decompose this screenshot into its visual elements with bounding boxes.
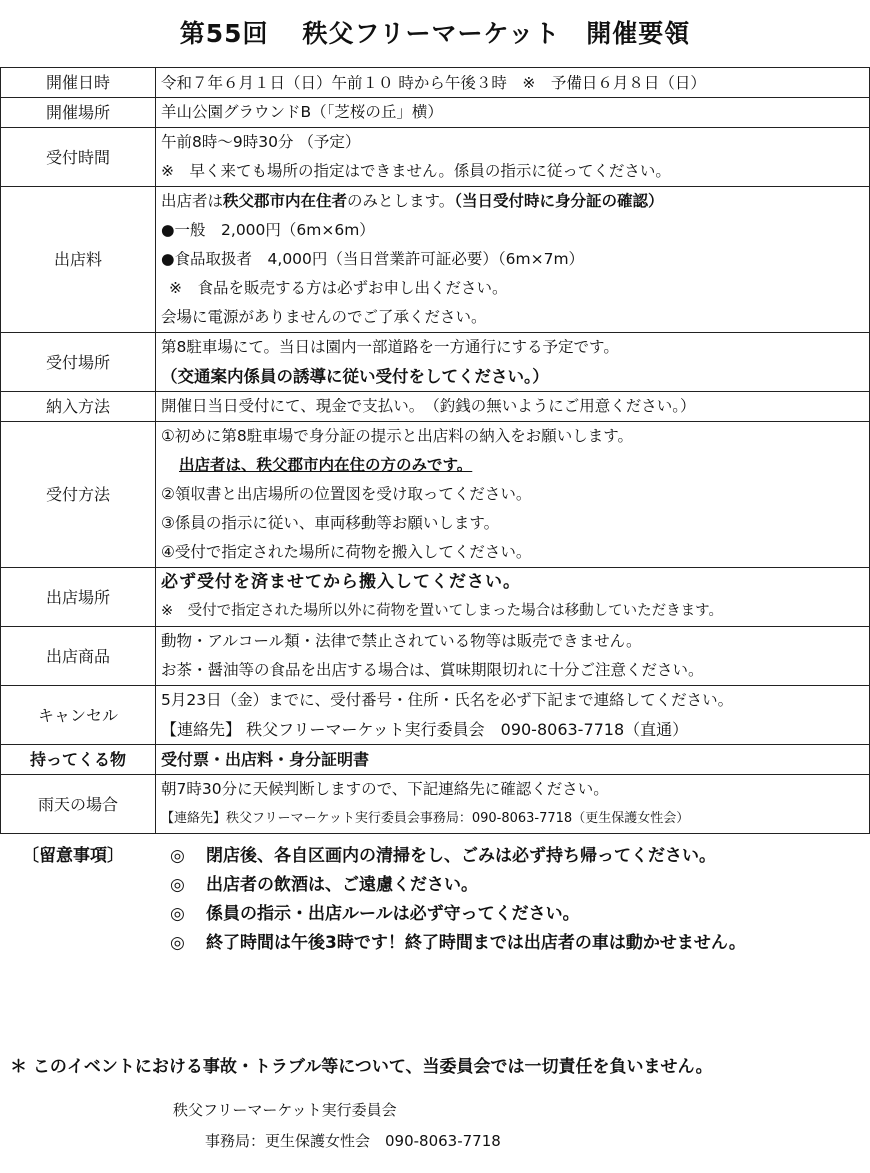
row-date [1, 68, 870, 98]
label-cancel: キャンセル [1, 686, 156, 745]
row-reception-place [1, 333, 870, 392]
label-rain: 雨天の場合 [1, 775, 156, 834]
label-date: 開催日時 [1, 68, 156, 98]
requirements-table [0, 67, 870, 834]
label-reception-method: 受付方法 [1, 422, 156, 568]
label-venue: 開催場所 [1, 98, 156, 128]
row-venue [1, 98, 870, 128]
row-cancel [1, 686, 870, 745]
bullet-icon: ◎ [170, 904, 185, 924]
label-payment: 納入方法 [1, 392, 156, 422]
value-payment: 開催日当日受付にて、現金で支払い。 （釣銭の無いようにご用意ください。） [156, 392, 870, 422]
row-reception-time [1, 128, 870, 187]
label-reception-place: 受付場所 [1, 333, 156, 392]
row-payment [1, 392, 870, 422]
value-date: 令和７年６月１日（日）午前１０ 時から午後３時 ※ 予備日６月８日（日） [156, 68, 870, 98]
row-goods [1, 627, 870, 686]
disclaimer: ＊ このイベントにおける事故・トラブル等について、当委員会では一切責任を負いません。 [10, 1057, 713, 1077]
value-shop-place: 必ず受付を済ませてから搬入してください。 ※ 受付で指定された場所以外に荷物を置いてしまった場合は移動していただきます。 [156, 568, 870, 627]
row-reception-method [1, 422, 870, 568]
value-bring: 受付票・出店料・身分証明書 [156, 745, 870, 775]
value-venue: 羊山公園グラウンドB（「芝桜の丘」横） [156, 98, 870, 128]
bullet-icon: ◎ [170, 846, 185, 866]
note-item: ◎ 終了時間は午後3時です！終了時間までは出店者の車は動かせません。 [22, 929, 746, 958]
row-bring [1, 745, 870, 775]
value-reception-time: 午前8時～9時30分 （予定） ※ 早く来ても場所の指定はできません。係員の指示に従ってください。 [156, 128, 870, 187]
title-event-name: 秩父フリーマーケット [302, 19, 561, 48]
label-shop-place: 出店場所 [1, 568, 156, 627]
footer-organization: 秩父フリーマーケット実行委員会 [173, 1101, 397, 1119]
value-fee: 出店者は秩父郡市内在住者のみとします。（当日受付時に身分証の確認） ●一般 2,000円（6m×6m） ●食品取扱者 4,000円（当日営業許可証必要）（6m×7m） ※ 食品を販売する方は必ずお申し出ください。 会場に電源がありませんのでご了承ください。 [156, 187, 870, 333]
label-reception-time: 受付時間 [1, 128, 156, 187]
bullet-icon: ◎ [170, 875, 185, 895]
label-bring: 持ってくる物 [1, 745, 156, 775]
value-goods: 動物・アルコール類・法律で禁止されている物等は販売できません。 お茶・醤油等の食品を出店する場合は、賞味期限切れに十分ご注意ください。 [156, 627, 870, 686]
row-rain [1, 775, 870, 834]
note-item: ◎ 係員の指示・出店ルールは必ず守ってください。 [22, 900, 746, 929]
value-cancel: 5月23日（金）までに、受付番号・住所・氏名を必ず下記まで連絡してください。 【連絡先】 秩父フリーマーケット実行委員会 090-8063-7718（直通） [156, 686, 870, 745]
page-title [0, 14, 870, 50]
notes-section [22, 842, 746, 958]
notes-label: 〔留意事項〕 [22, 846, 124, 866]
label-fee: 出店料 [1, 187, 156, 333]
value-reception-place: 第8駐車場にて。当日は園内一部道路を一方通行にする予定です。 （交通案内係員の誘導に従い受付をしてください。） [156, 333, 870, 392]
title-guidelines: 開催要領 [586, 19, 691, 48]
row-fee [1, 187, 870, 333]
bullet-icon: ◎ [170, 933, 185, 953]
title-edition: 第55回 [179, 19, 269, 48]
footer-office-contact: 事務局：更生保護女性会 090-8063-7718 [205, 1132, 501, 1150]
label-goods: 出店商品 [1, 627, 156, 686]
note-item: ◎ 出店者の飲酒は、ご遠慮ください。 [22, 871, 746, 900]
value-reception-method: ①初めに第8駐車場で身分証の提示と出店料の納入をお願いします。 出店者は、秩父郡市内在住の方のみです。 ②領収書と出店場所の位置図を受け取ってください。 ③係員の指示に従い、車両移動等お願いします。 ④受付で指定された場所に荷物を搬入してください。 [156, 422, 870, 568]
row-shop-place [1, 568, 870, 627]
value-rain: 朝7時30分に天候判断しますので、下記連絡先に確認ください。 【連絡先】秩父フリーマーケット実行委員会事務局：090-8063-7718（更生保護女性会） [156, 775, 870, 834]
note-item: 〔留意事項〕 ◎ 閉店後、各自区画内の清掃をし、ごみは必ず持ち帰ってください。 [22, 842, 746, 871]
